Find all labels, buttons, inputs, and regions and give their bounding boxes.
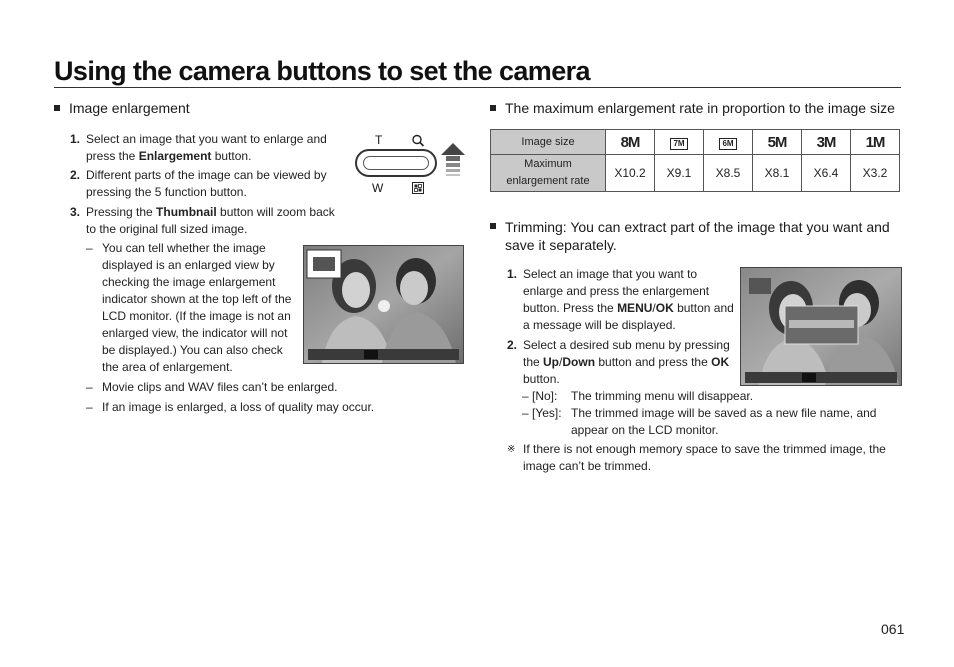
bullet-square-icon (54, 105, 60, 111)
zoom-lever-illustration (355, 133, 465, 193)
memory-note: ※ If there is not enough memory space to save the trimmed image, the image can’t be trimmed. (507, 442, 886, 473)
couple-photo-image (741, 268, 901, 385)
couple-photo-image (304, 246, 463, 363)
section-heading-enlargement (54, 100, 190, 116)
bullet-square-icon (490, 223, 496, 229)
trim-step-2: 2. Select a desired sub menu by pressing the Up/Down button and press the OK button. (507, 338, 730, 386)
zoom-lever-inner (363, 156, 429, 170)
dash-text: You can tell whether the image displayed is an enlarged view by checking the image enlargement indicator shown at the top left of the LCD monitor. (If the image is not an enlarged view, the indicator will not be displayed.) You can also check the area of enlargement. (102, 241, 292, 374)
step-text: Select an image that you want to enlarge and press the Enlargement button. (86, 132, 327, 163)
dash-note-indicator: – You can tell whether the image displayed is an enlarged view by checking the image enlargement indicator shown at the top left of the LCD monitor. (If the image is not an enlarged view, the indicator will not be displayed.) You can also check the area of enlargement. (86, 241, 292, 374)
rate-cell: X10.2 (606, 155, 655, 192)
bullet-square-icon (490, 105, 496, 111)
row-header-max-rate: Maximum enlargement rate (491, 155, 606, 192)
dash-note-movie: – Movie clips and WAV files can’t be enlarged. (86, 380, 338, 394)
section-heading-enlargement-rate (490, 100, 895, 116)
section-heading-text: The maximum enlargement rate in proportion to the image size (505, 100, 895, 116)
step-2 (70, 167, 340, 201)
table-row (491, 155, 900, 192)
section-heading-text: Image enlargement (69, 100, 190, 116)
thumbnail-icon (412, 182, 424, 194)
table-row (491, 130, 900, 155)
wide-label: W (372, 181, 384, 195)
rate-cell: X8.5 (704, 155, 753, 192)
section-heading-trimming (490, 218, 890, 254)
rate-cell: X6.4 (802, 155, 851, 192)
zoom-lever-body (355, 149, 437, 177)
step-3 (70, 204, 350, 238)
title-rule (54, 87, 901, 88)
step-number: 3. (70, 205, 81, 219)
step-1 (70, 131, 340, 165)
section-heading-text: Trimming: You can extract part of the image that you want and save it separately. (505, 219, 890, 253)
size-icon-5m: 5M (753, 130, 802, 155)
rate-cell: X3.2 (851, 155, 900, 192)
magnifier-icon (411, 134, 425, 148)
enlarged-view-photo (303, 245, 464, 364)
arrow-up-icon (441, 143, 465, 185)
size-icon-6m: 6M (704, 130, 753, 155)
page-number: 061 (881, 621, 905, 637)
rate-cell: X9.1 (655, 155, 704, 192)
option-yes: – [Yes]: The trimmed image will be saved as a new file name, and appear on the LCD monitor. (522, 406, 877, 437)
step-text: Pressing the Thumbnail button will zoom back to the original full sized image. (86, 205, 335, 236)
step-text: Different parts of the image can be viewed by pressing the 5 function button. (86, 168, 327, 199)
trim-step-1: 1. Select an image that you want to enlarge and press the enlargement button. Press the MENU/OK button and a message will be displayed. (507, 267, 734, 332)
size-icon-8m: 8M (606, 130, 655, 155)
step-text: Select an image that you want to enlarge and press the enlargement button. Press the MENU/OK button and a message will be displayed. (523, 267, 734, 332)
rate-cell: X8.1 (753, 155, 802, 192)
tele-label: T (375, 133, 383, 147)
step-number: 2. (70, 168, 81, 182)
size-icon-7m: 7M (655, 130, 704, 155)
reference-mark-icon: ※ (507, 444, 516, 455)
size-icon-3m: 3M (802, 130, 851, 155)
option-no: – [No]: The trimming menu will disappear. (522, 389, 754, 403)
dash-note-quality: – If an image is enlarged, a loss of quality may occur. (86, 400, 375, 414)
step-number: 1. (70, 132, 81, 146)
page-title: Using the camera buttons to set the camera (54, 56, 590, 86)
enlargement-rate-table (490, 129, 900, 192)
row-header-image-size: Image size (491, 130, 606, 155)
size-icon-1m: 1M (851, 130, 900, 155)
trimming-photo (740, 267, 902, 386)
step-text: Select a desired sub menu by pressing the Up/Down button and press the OK button. (523, 338, 730, 386)
